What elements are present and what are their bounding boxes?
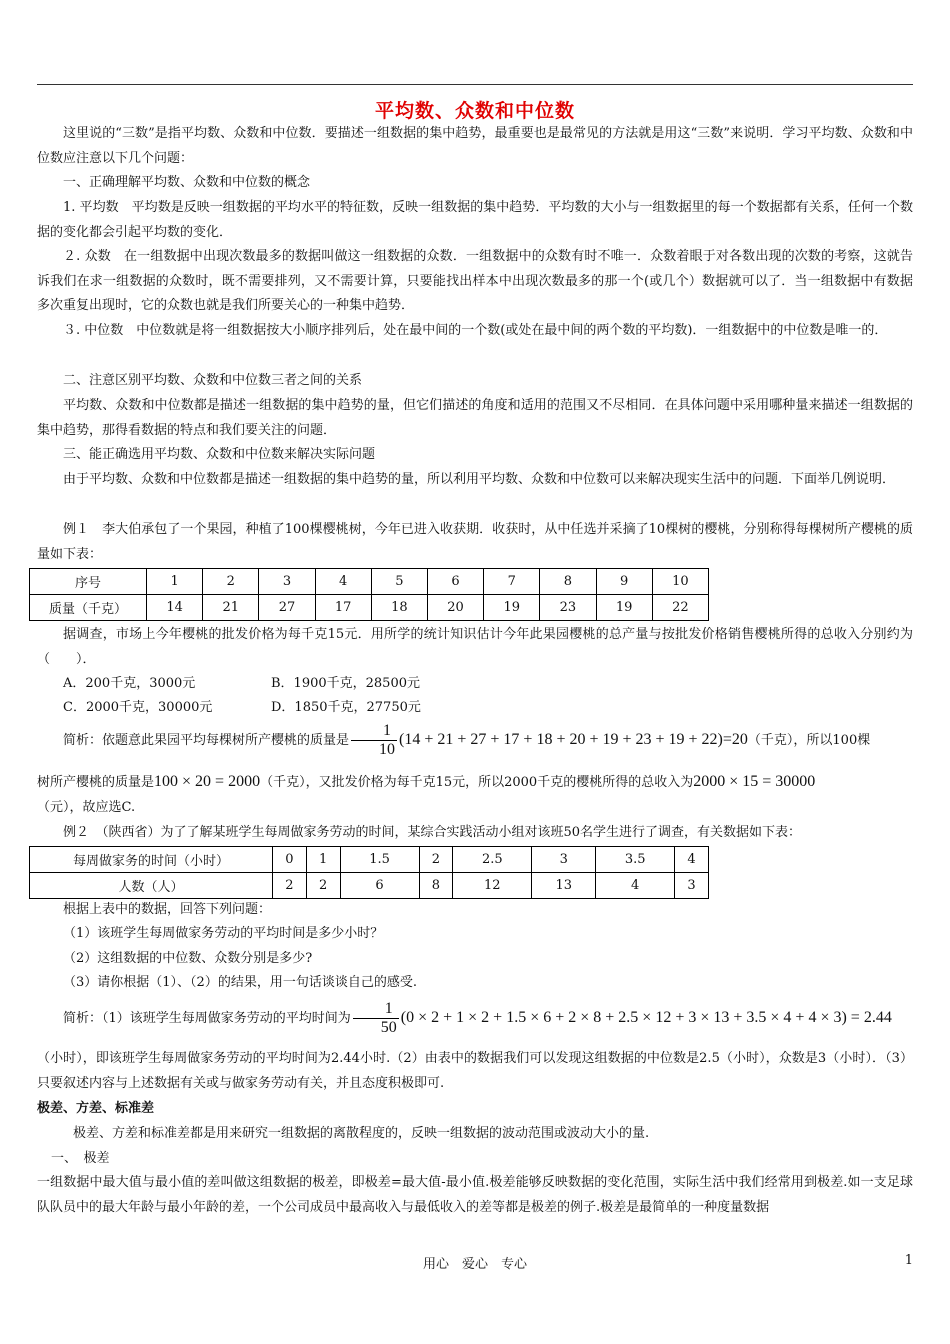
table-cell: 12	[453, 873, 532, 899]
table-cell: 7	[484, 569, 540, 595]
table-cell: 17	[315, 595, 371, 621]
fraction	[353, 1000, 399, 1037]
table-cell: 6	[427, 569, 483, 595]
example-2-analysis-rest: （小时），即该班学生每周做家务劳动的平均时间为2.44小时.（2）由表中的数据我们可以发现这组数据的中位数是2.5（小时），众数是3（小时）．（3）只要叙述内容与上述数据有关或与做家务劳动有关，并且态度积极即可.	[37, 1051, 913, 1091]
table-cell: 质量（千克）	[30, 595, 147, 621]
table-cell: 1.5	[340, 847, 419, 873]
range-paragraph: 一组数据中最大值与最小值的差叫做这组数据的极差，即极差=最大值-最小值.极差能够反映数据的变化范围，实际生活中我们经常用到极差.如一支足球队队员中的最大年龄与最小年龄的差，一个公司成员中最高收入与最低收入的差等都是极差的例子.极差是最简单的一种度量数据	[37, 1175, 913, 1215]
median-paragraph: ３. 中位数 中位数就是将一组数据按大小顺序排列后，处在最中间的一个数(或处在最中间的两个数的平均数)．一组数据中的中位数是唯一的．	[63, 323, 888, 338]
table-cell: 19	[484, 595, 540, 621]
page-footer: 用心 爱心 专心	[422, 1257, 527, 1272]
analysis-text: （千克），又批发价格为每千克15元，所以2000千克的樱桃所得的总收入为	[260, 775, 694, 790]
page-number: 1	[904, 1253, 913, 1268]
relation-paragraph: 平均数、众数和中位数都是描述一组数据的集中趋势的量，但它们描述的角度和适用的范围又不尽相同．在具体问题中采用哪种量来描述一组数据的集中趋势，那得看数据的特点和我们要关注的问题．	[37, 398, 913, 438]
intro-paragraph: 这里说的“三数”是指平均数、众数和中位数．要描述一组数据的集中趋势，最重要也是最常见的方法就是用这“三数”来说明．学习平均数、众数和中位数应注意以下几个问题：	[37, 126, 913, 166]
example-1-analysis-line2	[37, 770, 913, 795]
table-cell: 19	[596, 595, 652, 621]
weighted-mean-formula: (0 × 2 + 1 × 2 + 1.5 × 6 + 2 × 8 + 2.5 × 12 + 3 × 13 + 3.5 × 4 + 4 × 3) = 2.44	[400, 1009, 892, 1026]
section-heading-3: 三、能正确选用平均数、众数和中位数来解决实际问题	[63, 447, 376, 462]
table-cell: 3	[675, 873, 709, 899]
table-row	[30, 569, 709, 595]
table-cell: 5	[371, 569, 427, 595]
revenue-formula: 2000 × 15 = 30000	[693, 773, 816, 790]
table-cell: 10	[652, 569, 708, 595]
table-cell: 8	[540, 569, 596, 595]
housework-table	[29, 846, 709, 899]
analysis-text: 简析：依题意此果园平均每棵树所产樱桃的质量是	[63, 733, 350, 748]
table-cell: 9	[596, 569, 652, 595]
section-heading-dispersion: 极差、方差、标准差	[37, 1101, 155, 1116]
option-row-ab	[63, 672, 420, 697]
section-heading-1: 一、正确理解平均数、众数和中位数的概念	[63, 175, 311, 190]
example-1-analysis-line1	[37, 722, 913, 759]
page-title: 平均数、众数和中位数	[374, 100, 575, 122]
analysis-text: 树所产樱桃的质量是	[37, 775, 155, 790]
table-row	[30, 873, 709, 899]
analysis-text: （千克），所以100棵	[747, 733, 871, 748]
option-c: C．2000千克，30000元	[63, 700, 213, 715]
example-2-question-1: （1）该班学生每周做家务劳动的平均时间是多少小时？	[63, 926, 384, 941]
table-cell: 0	[273, 847, 307, 873]
table-cell: 18	[371, 595, 427, 621]
table-cell: 2	[273, 873, 307, 899]
example-2: 例２ （陕西省）为了了解某班学生每周做家务劳动的时间，某综合实践活动小组对该班50名学生进行了调查，有关数据如下表：	[63, 825, 802, 840]
fraction-numerator: 1	[353, 1000, 399, 1019]
header-rule	[37, 84, 913, 85]
table-cell: 3.5	[596, 847, 675, 873]
example-2-question-2: （2）这组数据的中位数、众数分别是多少?	[63, 951, 313, 966]
section-heading-range: 一、 极差	[51, 1151, 110, 1166]
table-cell: 2.5	[453, 847, 532, 873]
product-formula: 100 × 20 = 2000	[154, 773, 261, 790]
table-cell: 4	[675, 847, 709, 873]
table-cell: 2	[306, 873, 340, 899]
example-2-question-3: （3）请你根据（1）、（2）的结果，用一句话谈谈自己的感受.	[63, 975, 417, 990]
table-cell: 22	[652, 595, 708, 621]
table-cell: 1	[147, 569, 203, 595]
table-cell: 每周做家务的时间（小时）	[30, 847, 273, 873]
table-row	[30, 847, 709, 873]
fraction-denominator: 10	[379, 741, 396, 758]
table-cell: 27	[259, 595, 315, 621]
table-cell: 4	[596, 873, 675, 899]
table-cell: 序号	[30, 569, 147, 595]
table-cell: 20	[427, 595, 483, 621]
table-cell: 3	[532, 847, 596, 873]
option-b: B．1900千克，28500元	[271, 676, 420, 691]
table-row	[30, 595, 709, 621]
option-a: A．200千克，3000元	[63, 676, 196, 691]
table-cell: 6	[340, 873, 419, 899]
fraction-numerator: 1	[351, 722, 397, 741]
mean-paragraph: 1. 平均数 平均数是反映一组数据的平均水平的特征数，反映一组数据的集中趋势．平均数的大小与一组数据里的每一个数据都有关系，任何一个数据的变化都会引起平均数的变化．	[37, 200, 913, 240]
table-cell: 人数（人）	[30, 873, 273, 899]
mean-formula: (14 + 21 + 27 + 17 + 18 + 20 + 19 + 23 + 19 + 22)=20	[399, 731, 748, 748]
table-cell: 23	[540, 595, 596, 621]
fraction	[351, 722, 397, 759]
analysis-text: 简析：（1）该班学生每周做家务劳动的平均时间为	[63, 1011, 351, 1026]
table-cell: 2	[203, 569, 259, 595]
table-cell: 14	[147, 595, 203, 621]
example-1: 例１ 李大伯承包了一个果园，种植了100棵樱桃树，今年已进入收获期．收获时，从中任选并采摘了10棵树的樱桃，分别称得每棵树所产樱桃的质量如下表：	[37, 522, 913, 562]
table-cell: 13	[532, 873, 596, 899]
example-1-question: 据调查，市场上今年樱桃的批发价格为每千克15元．用所学的统计知识估计今年此果园樱桃的总产量与按批发价格销售樱桃所得的总收入分别约为（ ）．	[37, 627, 913, 667]
example-2-analysis-line1	[37, 1000, 913, 1037]
mode-paragraph: ２. 众数 在一组数据中出现次数最多的数据叫做这一组数据的众数．一组数据中的众数有时不唯一．众数着眼于对各数出现的次数的考察，这就告诉我们在求一组数据的众数时，既不需要排列，又不需要计算，只要能找出样本中出现次数最多的那一个(或几个）数据就可以了．当一组数据中有数据多次重复出现时，它的众数也就是我们所要关心的一种集中趋势．	[37, 249, 913, 313]
table-cell: 4	[315, 569, 371, 595]
table-cell: 1	[306, 847, 340, 873]
cherry-weight-table	[29, 568, 709, 621]
table-cell: 8	[419, 873, 453, 899]
example-1-conclusion: （元），故应选C.	[37, 800, 136, 815]
option-row-cd	[63, 696, 421, 721]
example-2-question: 根据上表中的数据，回答下列问题：	[63, 902, 272, 917]
table-cell: 2	[419, 847, 453, 873]
table-cell: 21	[203, 595, 259, 621]
dispersion-paragraph: 极差、方差和标准差都是用来研究一组数据的离散程度的，反映一组数据的波动范围或波动大小的量.	[73, 1126, 650, 1141]
option-d: D．1850千克，27750元	[271, 700, 421, 715]
table-cell: 3	[259, 569, 315, 595]
fraction-denominator: 50	[380, 1019, 397, 1036]
section-heading-2: 二、注意区别平均数、众数和中位数三者之间的关系	[63, 373, 363, 388]
apply-paragraph: 由于平均数、众数和中位数都是描述一组数据的集中趋势的量，所以利用平均数、众数和中位数可以来解决现实生活中的问题．下面举几例说明．	[63, 472, 896, 487]
